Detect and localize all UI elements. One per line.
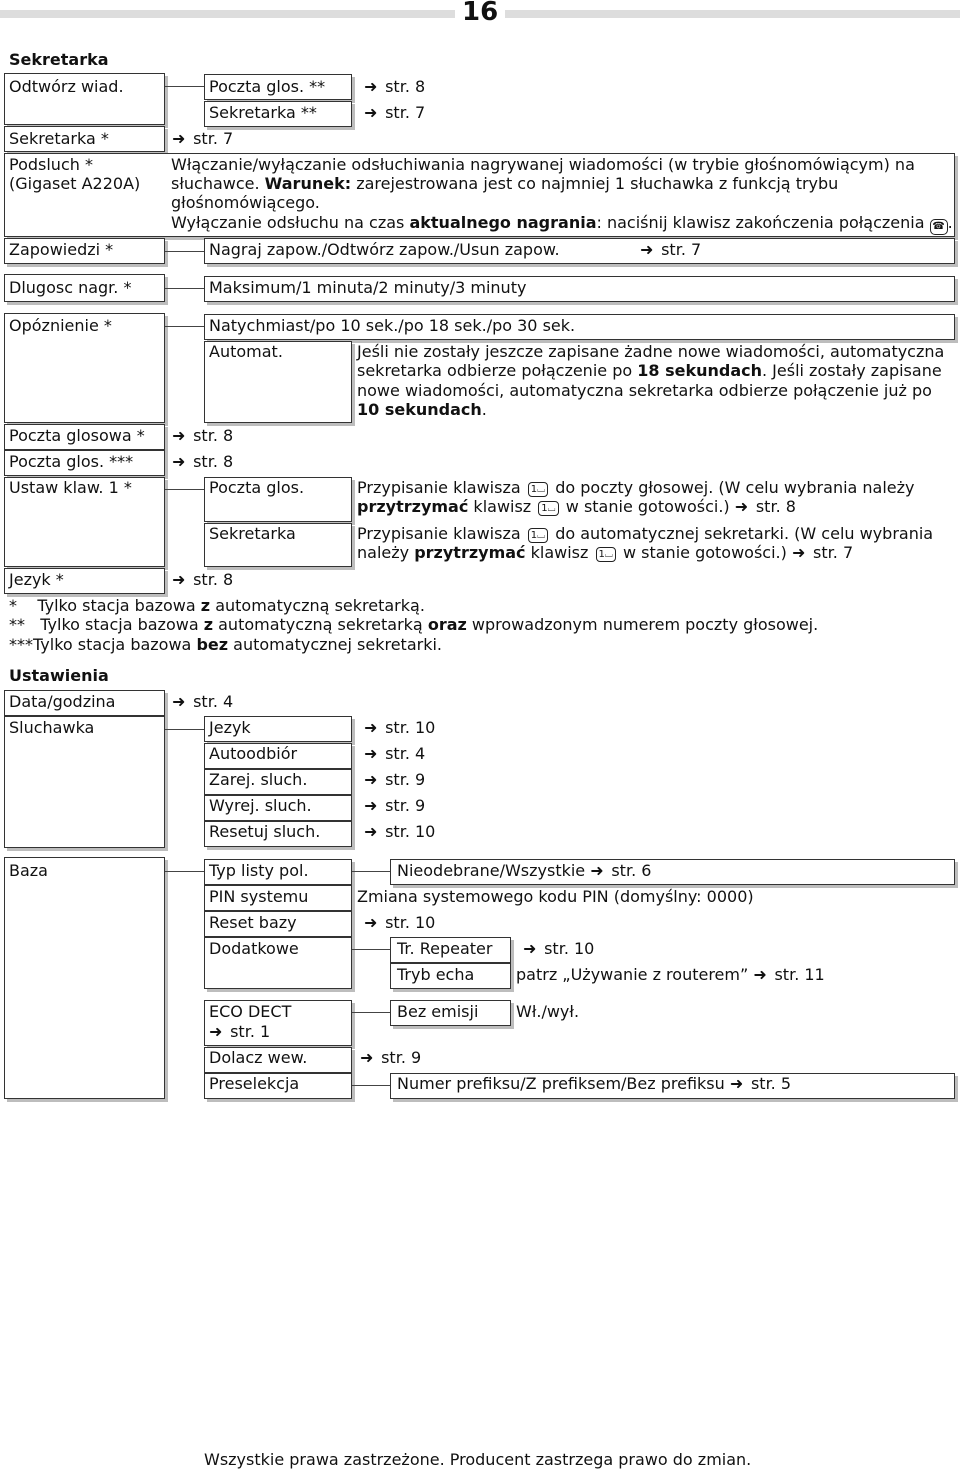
uk-sekretarka-desc-line2 xyxy=(357,543,853,562)
text: : naciśnij klawisz zakończenia połączenia xyxy=(596,213,925,232)
connector xyxy=(165,288,204,289)
submenu-item-eco-dect[interactable]: ECO DECT xyxy=(209,1002,292,1021)
key-1-icon: 1⌴ xyxy=(596,547,616,562)
text: Przypisanie klawisza xyxy=(357,524,521,543)
arrow-right-icon: ➜ xyxy=(364,770,378,789)
pin-desc: Zmiana systemowego kodu PIN (domyślny: 0000) xyxy=(357,887,754,906)
text: należy xyxy=(357,543,410,562)
submenu-item-resetuj[interactable]: Resetuj sluch. xyxy=(209,822,321,841)
section-heading-sekretarka: Sekretarka xyxy=(9,50,109,69)
text: * xyxy=(9,596,17,615)
page-ref-text: str. 8 xyxy=(193,426,234,445)
page-ref-text: str. 9 xyxy=(381,1048,422,1067)
text: klawisz xyxy=(473,497,532,516)
text: Tylko stacja bazowa xyxy=(40,615,199,634)
header-bar-left xyxy=(0,10,455,18)
page-ref xyxy=(360,1048,421,1067)
page-ref xyxy=(172,129,233,148)
page-ref xyxy=(172,692,233,711)
page-ref-text: str. 7 xyxy=(661,240,702,259)
arrow-right-icon: ➜ xyxy=(640,240,654,259)
connector xyxy=(352,949,390,950)
menu-item-opoznienie[interactable]: Opóznienie * xyxy=(9,316,112,335)
arrow-right-icon: ➜ xyxy=(172,452,186,471)
page-ref-text: str. 4 xyxy=(193,692,234,711)
text: Numer prefiksu/Z prefiksem/Bez prefiksu xyxy=(397,1074,725,1093)
text: sekretarka odbierze połączenie po xyxy=(357,361,633,380)
text-bold: Warunek: xyxy=(264,174,352,193)
arrow-right-icon: ➜ xyxy=(364,103,378,122)
automat-desc-line2 xyxy=(357,361,942,380)
uk-poczta-desc-line2 xyxy=(357,497,796,516)
submenu-item-zarej[interactable]: Zarej. sluch. xyxy=(209,770,308,789)
key-1-icon: 1⌴ xyxy=(528,528,548,543)
submenu-item-autoodbior[interactable]: Autoodbiór xyxy=(209,744,298,763)
page-footer: Wszystkie prawa zastrzeżone. Producent zastrzega prawo do zmian. xyxy=(204,1450,752,1469)
text: Przypisanie klawisza xyxy=(357,478,521,497)
connector xyxy=(352,1085,390,1086)
page-number: 16 xyxy=(462,0,499,27)
text-bold: bez xyxy=(196,635,229,654)
arrow-right-icon: ➜ xyxy=(734,497,749,516)
footnote-3 xyxy=(9,635,442,654)
submenu-item-dodatkowe[interactable]: Dodatkowe xyxy=(209,939,299,958)
text: słuchawce. xyxy=(171,174,260,193)
connector xyxy=(165,326,204,327)
text: Tylko stacja bazowa xyxy=(37,596,196,615)
menu-box-baza xyxy=(4,857,165,1099)
page-ref xyxy=(640,240,701,259)
page-ref-text: str. 4 xyxy=(385,744,426,763)
page-ref xyxy=(364,718,435,737)
arrow-right-icon: ➜ xyxy=(172,129,186,148)
submenu-item-dolacz[interactable]: Dolacz wew. xyxy=(209,1048,308,1067)
page-ref-text: str. 8 xyxy=(193,570,234,589)
zapowiedzi-options[interactable]: Nagraj zapow./Odtwórz zapow./Usun zapow. xyxy=(209,240,560,259)
arrow-right-icon: ➜ xyxy=(172,570,186,589)
text: patrz „Używanie z routerem” xyxy=(516,965,749,984)
arrow-right-icon: ➜ xyxy=(753,965,767,984)
submenu-item-uk-sekretarka[interactable]: Sekretarka xyxy=(209,524,296,543)
bez-emisji-value: Wł./wył. xyxy=(516,1002,580,1021)
page-ref xyxy=(172,426,233,445)
submenu-item-pin[interactable]: PIN systemu xyxy=(209,887,309,906)
page-ref-text: str. 7 xyxy=(193,129,234,148)
menu-item-jezyk[interactable]: Jezyk * xyxy=(9,570,64,589)
typ-listy-options[interactable] xyxy=(397,861,651,880)
arrow-right-icon: ➜ xyxy=(364,796,378,815)
text: automatyczną sekretarką. xyxy=(215,596,425,615)
text-bold: przytrzymać xyxy=(414,543,526,562)
page-ref xyxy=(364,770,425,789)
page-ref-text: str. 6 xyxy=(611,861,652,880)
podsluch-desc-line1: Włączanie/wyłączanie odsłuchiwania nagrywanej wiadomości (w trybie głośnomówiącym) na xyxy=(171,155,915,174)
key-1-icon: 1⌴ xyxy=(538,501,558,516)
dlugosc-options[interactable]: Maksimum/1 minuta/2 minuty/3 minuty xyxy=(209,278,527,297)
text: zarejestrowana jest co najmniej 1 słuchawka z funkcją trybu xyxy=(356,174,839,193)
text-bold: oraz xyxy=(427,615,467,634)
text: w stanie gotowości.) xyxy=(565,497,730,516)
text: ** xyxy=(9,615,25,634)
page-ref-text: str. 1 xyxy=(230,1022,271,1041)
menu-item-zapowiedzi[interactable]: Zapowiedzi * xyxy=(9,240,114,259)
text-bold: z xyxy=(203,615,214,634)
text: do poczty głosowej. (W celu wybrania należy xyxy=(555,478,915,497)
option-tryb-echa[interactable]: Tryb echa xyxy=(397,965,475,984)
page-ref-text: str. 8 xyxy=(385,77,426,96)
text: Wyłączanie odsłuchu na czas xyxy=(171,213,405,232)
option-bez-emisji[interactable]: Bez emisji xyxy=(397,1002,479,1021)
tryb-echa-desc xyxy=(516,965,825,984)
menu-item-poczta-glosowa[interactable]: Poczta glosowa * xyxy=(9,426,145,445)
text: automatycznej sekretarki. xyxy=(233,635,442,654)
page-ref xyxy=(364,103,425,122)
footnote-1 xyxy=(9,596,425,615)
automat-desc-line1: Jeśli nie zostały jeszcze zapisane żadne nowe wiadomości, automatyczna xyxy=(357,342,945,361)
menu-item-dlugosc[interactable]: Dlugosc nagr. * xyxy=(9,278,132,297)
page-ref-text: str. 8 xyxy=(755,497,796,516)
page-ref-text: str. 8 xyxy=(193,452,234,471)
text-bold: aktualnego nagrania xyxy=(409,213,597,232)
submenu-item-preselekcja[interactable]: Preselekcja xyxy=(209,1074,300,1093)
menu-item-sluchawka[interactable]: Sluchawka xyxy=(9,718,95,737)
submenu-item-uk-poczta[interactable]: Poczta glos. xyxy=(209,478,305,497)
page-ref xyxy=(364,913,435,932)
page-ref xyxy=(172,570,233,589)
text-bold: 18 sekundach xyxy=(637,361,762,380)
connector xyxy=(352,1012,390,1013)
preselekcja-options[interactable] xyxy=(397,1074,791,1093)
page-ref xyxy=(172,452,233,471)
menu-item-podsluch[interactable]: Podsluch * xyxy=(9,155,93,174)
arrow-right-icon: ➜ xyxy=(791,543,806,562)
arrow-right-icon: ➜ xyxy=(360,1048,374,1067)
page-ref-text: str. 10 xyxy=(385,718,436,737)
automat-desc-line3: nowe wiadomości, automatyczna sekretarka odbierze połączenie już po xyxy=(357,381,932,400)
page-ref-text: str. 9 xyxy=(385,796,426,815)
text: Tylko stacja bazowa xyxy=(33,635,192,654)
page-ref-text: str. 10 xyxy=(544,939,595,958)
text: Nieodebrane/Wszystkie xyxy=(397,861,586,880)
menu-item-data-godzina[interactable]: Data/godzina xyxy=(9,692,116,711)
page-ref xyxy=(523,939,594,958)
arrow-right-icon: ➜ xyxy=(523,939,537,958)
page-ref xyxy=(364,77,425,96)
connector xyxy=(165,489,204,490)
text-bold: z xyxy=(200,596,211,615)
text: *** xyxy=(9,635,33,654)
page-ref-text: str. 11 xyxy=(774,965,825,984)
page-ref-text: str. 10 xyxy=(385,913,436,932)
connector xyxy=(165,871,204,872)
uk-poczta-desc-line1 xyxy=(357,478,915,497)
uk-sekretarka-desc-line1 xyxy=(357,524,933,543)
menu-item-poczta-glos3[interactable]: Poczta glos. *** xyxy=(9,452,134,471)
text: w stanie gotowości.) xyxy=(622,543,787,562)
page-ref xyxy=(364,744,425,763)
podsluch-desc-line4: Wyłączanie odsłuchu na czas aktualnego nagrania: naciśnij klawisz zakończenia połączenia ☎ . xyxy=(171,213,953,235)
arrow-right-icon: ➜ xyxy=(209,1022,223,1041)
page-ref-text: str. 10 xyxy=(385,822,436,841)
footnote-2 xyxy=(9,615,818,634)
text: do automatycznej sekretarki. (W celu wybrania xyxy=(555,524,934,543)
menu-item-ustaw-klaw[interactable]: Ustaw klaw. 1 * xyxy=(9,478,132,497)
page-ref-text: str. 5 xyxy=(750,1074,792,1093)
text: . Jeśli zostały zapisane xyxy=(762,361,942,380)
submenu-item-wyrej[interactable]: Wyrej. sluch. xyxy=(209,796,312,815)
arrow-right-icon: ➜ xyxy=(172,692,186,711)
arrow-right-icon: ➜ xyxy=(364,77,378,96)
menu-item-odtworz[interactable]: Odtwórz wiad. xyxy=(9,77,124,96)
submenu-item-reset-bazy[interactable]: Reset bazy xyxy=(209,913,297,932)
arrow-right-icon: ➜ xyxy=(729,1074,744,1093)
header-bar-right xyxy=(505,10,960,18)
key-1-icon: 1⌴ xyxy=(528,482,548,497)
arrow-right-icon: ➜ xyxy=(590,861,604,880)
arrow-right-icon: ➜ xyxy=(364,913,378,932)
connector xyxy=(165,86,204,87)
option-automat[interactable]: Automat. xyxy=(209,342,283,361)
page-ref-text: str. 9 xyxy=(385,770,426,789)
opoznienie-options[interactable]: Natychmiast/po 10 sek./po 18 sek./po 30 sek. xyxy=(209,316,576,335)
menu-item-sekretarka[interactable]: Sekretarka * xyxy=(9,129,109,148)
text: klawisz xyxy=(530,543,589,562)
podsluch-desc-line2 xyxy=(171,174,838,193)
page-ref-text: str. 7 xyxy=(813,543,854,562)
connector xyxy=(165,251,204,252)
text: automatyczną sekretarką xyxy=(218,615,423,634)
text: wprowadzonym numerem poczty głosowej. xyxy=(471,615,819,634)
text-bold: 10 sekundach xyxy=(357,400,482,419)
connector xyxy=(165,729,204,730)
page-ref-text: str. 7 xyxy=(385,103,426,122)
podsluch-desc-line3: głośnomówiącego. xyxy=(171,193,320,212)
arrow-right-icon: ➜ xyxy=(364,822,378,841)
submenu-item-typ-listy[interactable]: Typ listy pol. xyxy=(209,861,309,880)
page-ref xyxy=(364,796,425,815)
submenu-item-poczta-glos[interactable]: Poczta glos. ** xyxy=(209,77,326,96)
section-heading-ustawienia: Ustawienia xyxy=(9,666,109,685)
menu-item-podsluch-model: (Gigaset A220A) xyxy=(9,174,141,193)
connector xyxy=(352,871,390,872)
automat-desc-line4: 10 sekundach. xyxy=(357,400,487,419)
page-ref xyxy=(209,1022,270,1041)
submenu-item-sekretarka[interactable]: Sekretarka ** xyxy=(209,103,317,122)
page-ref xyxy=(364,822,435,841)
text-bold: przytrzymać xyxy=(357,497,469,516)
submenu-item-jezyk[interactable]: Jezyk xyxy=(209,718,251,737)
arrow-right-icon: ➜ xyxy=(364,744,378,763)
arrow-right-icon: ➜ xyxy=(364,718,378,737)
menu-item-baza[interactable]: Baza xyxy=(9,861,48,880)
arrow-right-icon: ➜ xyxy=(172,426,186,445)
option-repeater[interactable]: Tr. Repeater xyxy=(397,939,493,958)
phone-end-key-icon: ☎ xyxy=(930,219,948,235)
